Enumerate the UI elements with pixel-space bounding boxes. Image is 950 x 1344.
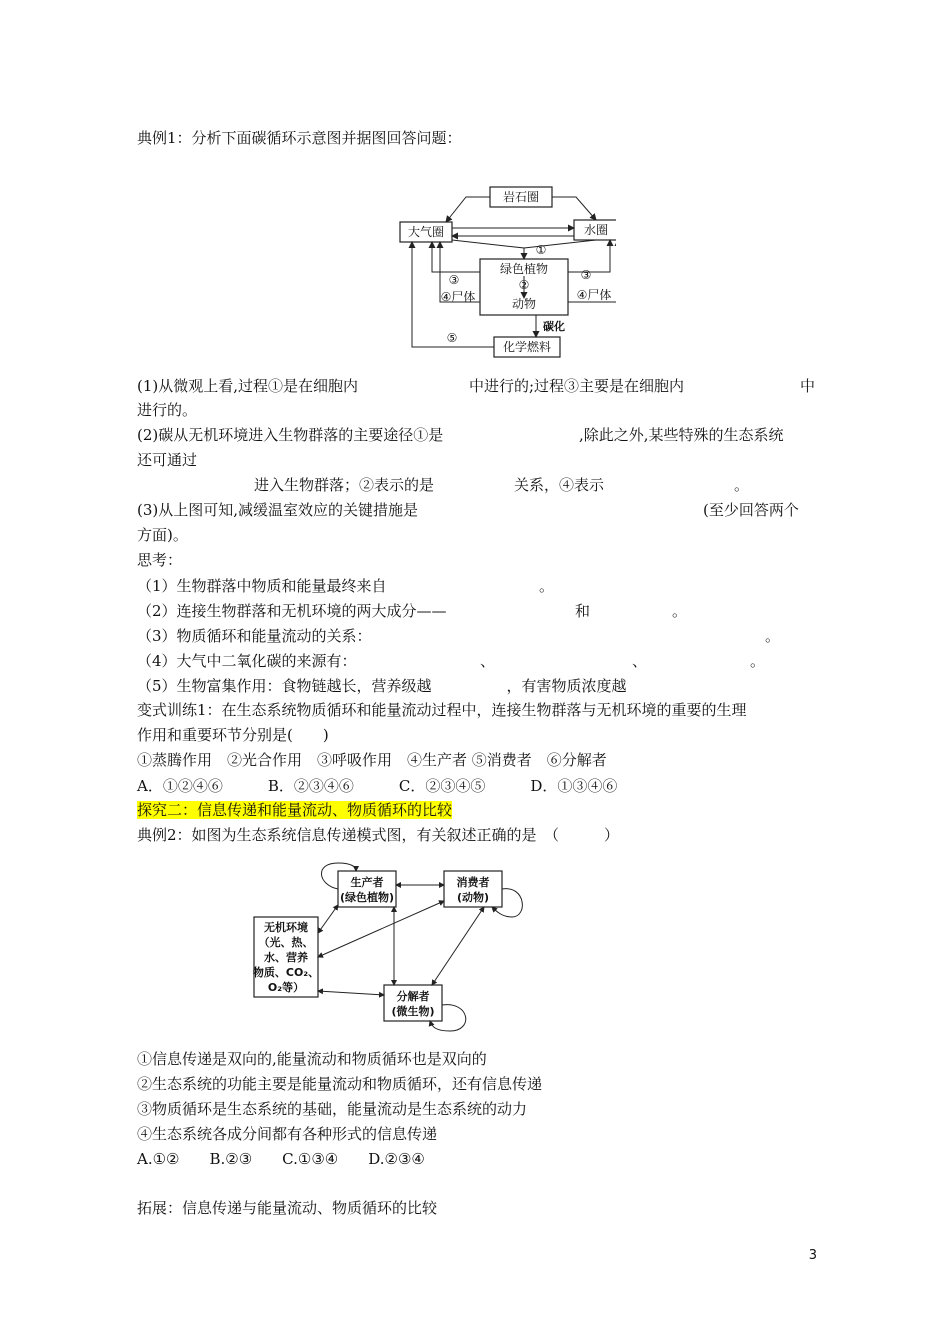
q2-part-a: (2)碳从无机环境进入生物群落的主要途径①是 — [137, 426, 444, 444]
q2-part-b: ,除此之外,某些特殊的生态系统 — [579, 426, 784, 444]
producer-sub: (绿色植物) — [339, 891, 395, 904]
q3-part-a: (3)从上图可知,减缓温室效应的关键措施是 — [137, 501, 419, 519]
think-5: （5）生物富集作用：食物链越长，营养级越 ，有害物质浓度越 — [137, 677, 627, 695]
example2-title: 典例2：如图为生态系统信息传递模式图，有关叙述正确的是 （ ） — [137, 826, 620, 844]
consumer-label: 消费者 — [456, 876, 490, 889]
decomposer-sub: (微生物) — [391, 1005, 435, 1018]
q2-part-f: 。 — [734, 476, 750, 494]
env-line1: 无机环境 — [264, 921, 308, 934]
example2-choices: A.①② B.②③ C.①③④ D.②③④ — [137, 1150, 425, 1168]
think-1b: 。 — [539, 577, 555, 595]
example1-title: 典例1：分析下面碳循环示意图并据图回答问题： — [137, 129, 462, 147]
carbon-label: 碳化 — [543, 320, 565, 333]
decomposer-label: 分解者 — [396, 990, 430, 1003]
think-2c: 。 — [672, 602, 688, 620]
env-line3: 水、营养 — [264, 951, 308, 964]
q1-part-a: (1)从微观上看,过程①是在细胞内 — [137, 377, 359, 395]
env-line4: 物质、CO₂、 — [252, 966, 320, 979]
drill-choices: A．①②④⑥ B．②③④⑥ C．②③④⑤ D．①③④⑥ — [137, 777, 618, 795]
think-title: 思考： — [137, 551, 183, 569]
drill-options: ①蒸腾作用 ②光合作用 ③呼吸作用 ④生产者 ⑤消费者 ⑥分解者 — [137, 751, 607, 769]
consumer-sub: (动物) — [456, 891, 490, 904]
q2-part-c: 还可通过 — [137, 451, 198, 469]
rock-label: 岩石圈 — [502, 190, 540, 204]
think-4b: 、 — [480, 652, 496, 670]
right4-label: ④尸体 — [576, 288, 612, 302]
carbon-cycle-diagram — [396, 184, 616, 360]
plants-label: 绿色植物 — [499, 262, 549, 276]
drill-line1: 变式训练1：在生态系统物质循环和能量流动过程中，连接生物群落与无机环境的重要的生理 — [137, 701, 747, 719]
q2-part-e: 关系，④表示 — [514, 476, 605, 494]
drill-line2: 作用和重要环节分别是( ) — [137, 726, 329, 744]
think-1a: （1）生物群落中物质和能量最终来自 — [137, 577, 387, 595]
option-1: ①信息传递是双向的,能量流动和物质循环也是双向的 — [137, 1050, 487, 1068]
q1-part-d: 进行的。 — [137, 401, 198, 419]
information-flow-diagram — [248, 855, 534, 1033]
left4-label: ④尸体 — [440, 290, 476, 304]
think-3a: （3）物质循环和能量流动的关系： — [137, 627, 372, 645]
n5-label: ⑤ — [446, 331, 458, 345]
animals-label: 动物 — [511, 297, 537, 311]
q1-part-b: 中进行的;过程③主要是在细胞内 — [469, 377, 685, 395]
q3-part-c: 方面)。 — [137, 526, 188, 544]
section2-highlight: 探究二：信息传递和能量流动、物质循环的比较 — [137, 801, 453, 819]
q2-part-d: 进入生物群落；②表示的是 — [254, 476, 435, 494]
section2-heading — [137, 800, 452, 820]
fuel-label: 化学燃料 — [502, 340, 552, 354]
think-4d: 。 — [750, 652, 766, 670]
think-3b: 。 — [765, 627, 781, 645]
producer-label: 生产者 — [350, 876, 384, 889]
think-2a: （2）连接生物群落和无机环境的两大成分—— — [137, 602, 447, 620]
think-4a: （4）大气中二氧化碳的来源有： — [137, 652, 357, 670]
extend-line: 拓展：信息传递与能量流动、物质循环的比较 — [137, 1199, 438, 1217]
page-number: 3 — [808, 1248, 817, 1263]
n2-label: ② — [518, 278, 530, 292]
right3-label: ③ — [580, 268, 592, 282]
option-3: ③物质循环是生态系统的基础，能量流动是生态系统的动力 — [137, 1100, 528, 1118]
n1-label: ① — [535, 243, 547, 257]
atmosphere-label: 大气圈 — [407, 225, 445, 239]
think-2b: 和 — [575, 602, 591, 620]
env-line2: （光、热、 — [258, 936, 314, 949]
water-label: 水圈 — [583, 223, 609, 237]
option-4: ④生态系统各成分间都有各种形式的信息传递 — [137, 1125, 438, 1143]
option-2: ②生态系统的功能主要是能量流动和物质循环，还有信息传递 — [137, 1075, 543, 1093]
think-4c: 、 — [632, 652, 648, 670]
q1-part-c: 中 — [800, 377, 816, 395]
env-line5: O₂等） — [267, 981, 305, 994]
q3-part-b: (至少回答两个 — [703, 501, 799, 519]
left3-label: ③ — [448, 273, 460, 287]
